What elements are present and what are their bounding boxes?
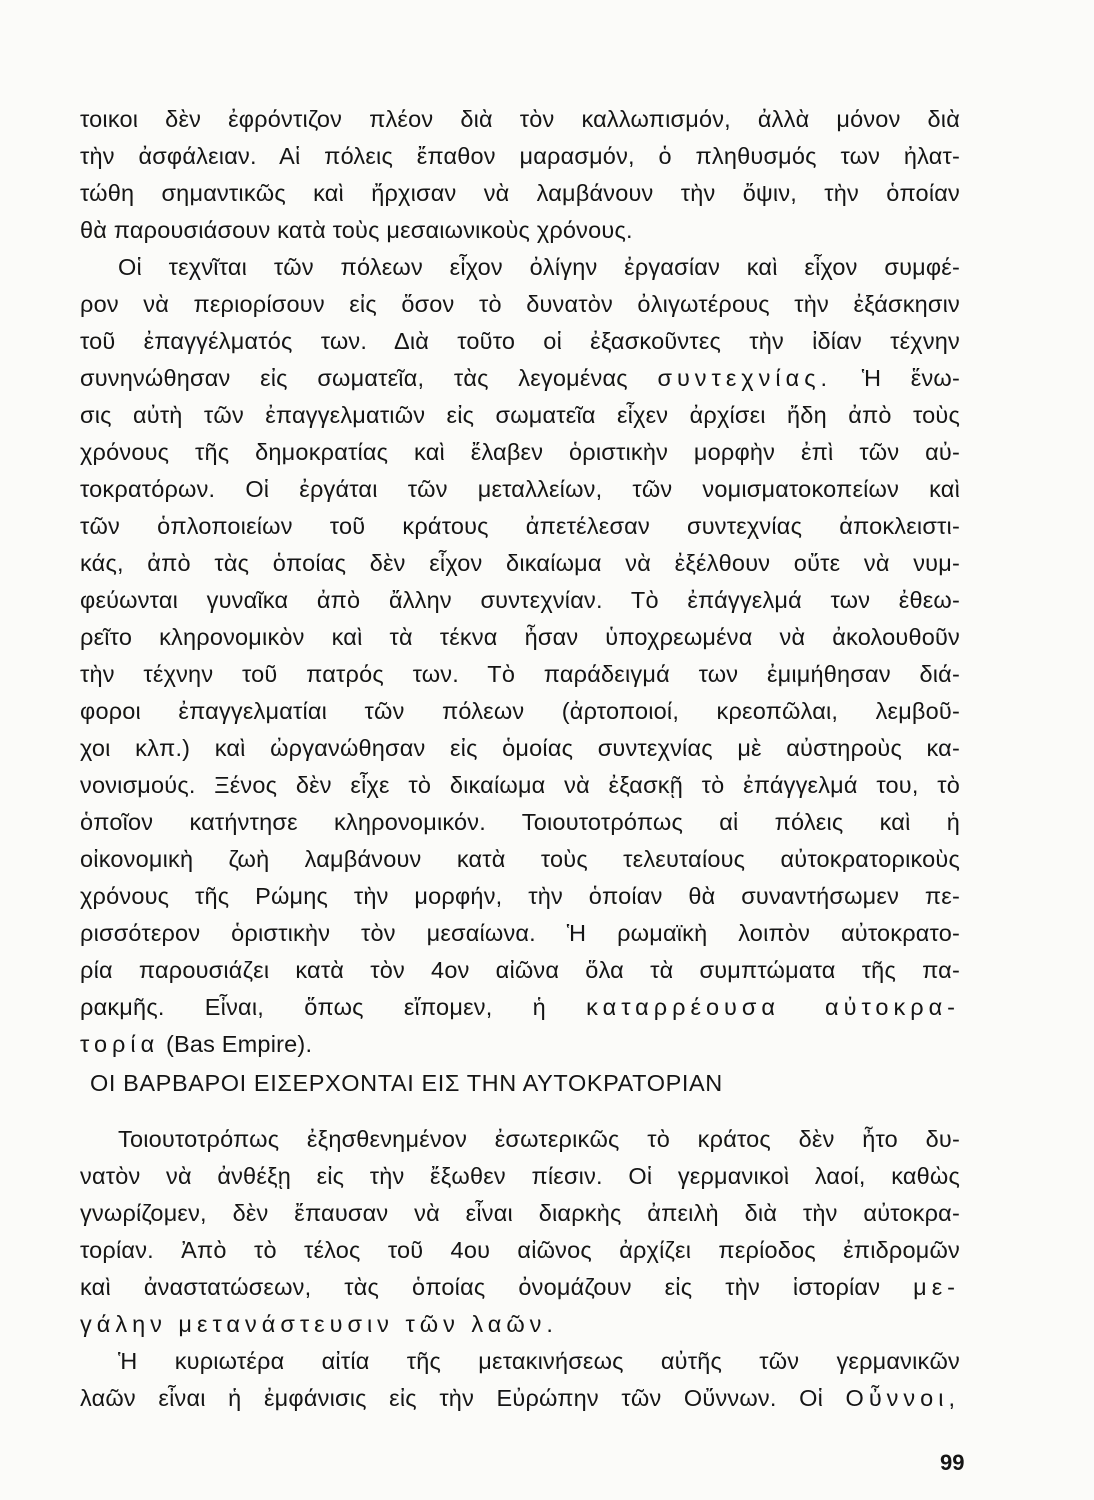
text-line: χρόνους τῆς δημοκρατίας καὶ ἔλαβεν ὁριστικὴν μορφὴν ἐπὶ τῶν αὐ- [80,439,960,465]
text-line: γνωρίζομεν, δὲν ἔπαυσαν νὰ εἶναι διαρκὴς ἀπειλὴ διὰ τὴν αὐτοκρα- [80,1200,960,1226]
text-run: συνηνώθησαν εἰς σωματεῖα, τὰς λεγομένας [80,365,628,391]
text-line: Οἱ τεχνῖται τῶν πόλεων εἶχον ὀλίγην ἐργασίαν καὶ εἶχον συμφέ- [118,254,960,280]
text-line: τοικοι δὲν ἐφρόντιζον πλέον διὰ τὸν καλλωπισμόν, ἀλλὰ μόνον διὰ [80,106,960,132]
spaced-term: τορία [80,1031,160,1057]
spaced-term: καταρρέουσα αὐτοκρα- [586,994,961,1020]
spaced-term: συντεχνίας. [657,365,833,391]
text-line [80,1272,960,1302]
text-line: ρεῖτο κληρονομικὸν καὶ τὰ τέκνα ἦσαν ὑποχρεωμένα νὰ ἀκολουθοῦν [80,624,960,650]
text-line: τὴν τέχνην τοῦ πατρός των. Τὸ παράδειγμά των ἐμιμήθησαν διά- [80,661,960,687]
text-line [80,992,960,1022]
text-line: τώθη σημαντικῶς καὶ ἤρχισαν νὰ λαμβάνουν τὴν ὄψιν, τὴν ὁποίαν [80,180,960,206]
text-line: σις αὐτὴ τῶν ἐπαγγελματιῶν εἰς σωματεῖα εἶχεν ἀρχίσει ἤδη ἀπὸ τοὺς [80,402,960,428]
text-line: τῶν ὁπλοποιείων τοῦ κράτους ἀπετέλεσαν συντεχνίας ἀποκλειστι- [80,513,960,539]
text-line: ρον νὰ περιορίσουν εἰς ὅσον τὸ δυνατὸν ὀλιγωτέρους τὴν ἐξάσκησιν [80,291,960,317]
text-line: τορίαν. Ἀπὸ τὸ τέλος τοῦ 4ου αἰῶνος ἀρχίζει περίοδος ἐπιδρομῶν [80,1237,960,1263]
text-run: (Bas Empire). [165,1031,313,1057]
text-line: τοῦ ἐπαγγέλματός των. Διὰ τοῦτο οἱ ἐξασκοῦντες τὴν ἰδίαν τέχνην [80,328,960,354]
text-line: θὰ παρουσιάσουν κατὰ τοὺς μεσαιωνικοὺς χρόνους. [80,217,633,243]
text-line: νονισμούς. Ξένος δὲν εἶχε τὸ δικαίωμα νὰ ἐξασκῇ τὸ ἐπάγγελμά του, τὸ [80,772,960,798]
page-number: 99 [940,1450,965,1475]
text-line: Ἡ κυριωτέρα αἰτία τῆς μετακινήσεως αὐτῆς τῶν γερμανικῶν [118,1348,960,1374]
text-run: Ἡ ἕνω- [861,365,960,391]
text-run: καὶ ἀναστατώσεων, τὰς ὁποίας ὀνομάζουν εἰς τὴν ἱστορίαν [80,1274,881,1300]
text-line [80,1383,960,1413]
text-line: ὁποῖον κατήντησε κληρονομικόν. Τοιουτοτρόπως αἱ πόλεις καὶ ἡ [80,809,960,835]
text-line: χρόνους τῆς Ρώμης τὴν μορφήν, τὴν ὁποίαν θὰ συναντήσωμεν πε- [80,883,960,909]
text-line: φοροι ἐπαγγελματίαι τῶν πόλεων (ἀρτοποιοί, κρεοπῶλαι, λεμβοῦ- [80,698,960,724]
spaced-term: Οὖννοι, [845,1385,960,1411]
text-line: ρισσότερον ὁριστικὴν τὸν μεσαίωνα. Ἡ ρωμαϊκὴ λοιπὸν αὐτοκρατο- [80,920,960,946]
text-run: λαῶν εἶναι ἡ ἐμφάνισις εἰς τὴν Εὐρώπην τῶν Οὔννων. Οἱ [80,1385,824,1411]
section-heading: ΟΙ ΒΑΡΒΑΡΟΙ ΕΙΣΕΡΧΟΝΤΑΙ ΕΙΣ ΤΗΝ ΑΥΤΟΚΡΑΤΟΡΙΑΝ [90,1070,723,1096]
text-line: Τοιουτοτρόπως ἐξησθενημένον ἐσωτερικῶς τὸ κράτος δὲν ἦτο δυ- [118,1126,960,1152]
spaced-term: με- [913,1274,960,1300]
text-line: τὴν ἀσφάλειαν. Αἱ πόλεις ἔπαθον μαρασμόν, ὁ πληθυσμός των ἠλατ- [80,143,960,169]
text-line: κάς, ἀπὸ τὰς ὁποίας δὲν εἶχον δικαίωμα νὰ ἐξέλθουν οὔτε νὰ νυμ- [80,550,960,576]
text-line [80,363,960,393]
text-run: ρακμῆς. Εἶναι, ὅπως εἴπομεν, ἡ [80,994,546,1020]
text-line [80,1029,960,1059]
text-line: φεύωνται γυναῖκα ἀπὸ ἄλλην συντεχνίαν. Τὸ ἐπάγγελμά των ἐθεω- [80,587,960,613]
text-line: χοι κλπ.) καὶ ὠργανώθησαν εἰς ὁμοίας συντεχνίας μὲ αὐστηροὺς κα- [80,735,960,761]
text-line: νατὸν νὰ ἀνθέξῃ εἰς τὴν ἔξωθεν πίεσιν. Οἱ γερμανικοὶ λαοί, καθὼς [80,1163,960,1189]
text-line: οἰκονομικὴ ζωὴ λαμβάνουν κατὰ τοὺς τελευταίους αὐτοκρατορικοὺς [80,846,960,872]
text-line: γάλην μετανάστευσιν τῶν λαῶν. [80,1311,558,1337]
text-line: ρία παρουσιάζει κατὰ τὸν 4ον αἰῶνα ὅλα τὰ συμπτώματα τῆς πα- [80,957,960,983]
text-line: τοκρατόρων. Οἱ ἐργάται τῶν μεταλλείων, τῶν νομισματοκοπείων καὶ [80,476,960,502]
